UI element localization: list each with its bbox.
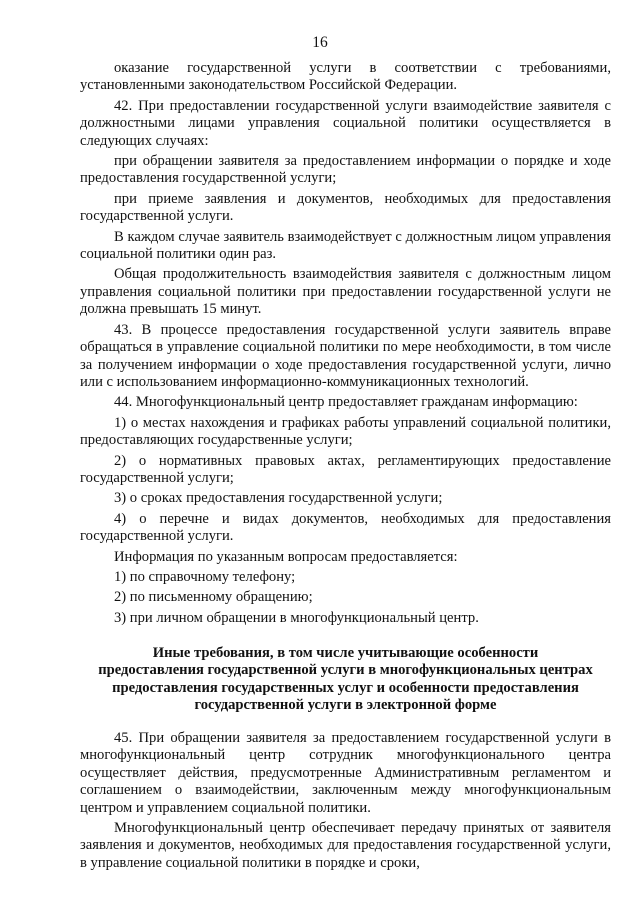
paragraph: при приеме заявления и документов, необходимых для предоставления государственной услуги. [80, 190, 611, 225]
paragraph: 42. При предоставлении государственной услуги взаимодействие заявителя с должностными лицами управления социальной политики осуществляется в следующих случаях: [80, 97, 611, 149]
paragraph: 1) по справочному телефону; [114, 568, 296, 585]
heading-line: предоставления государственной услуги в многофункциональных центрах [98, 662, 593, 679]
paragraph: оказание государственной услуги в соответствии с требованиями, установленными законодательством Российской Федерации. [80, 60, 611, 94]
page-number: 16 [312, 34, 328, 51]
paragraph: Общая продолжительность взаимодействия заявителя с должностным лицом управления социальной политики при предоставлении государственной услуги не должна превышать 15 минут. [80, 266, 611, 318]
paragraph: 3) о сроках предоставления государственной услуги; [114, 490, 443, 507]
paragraph: Многофункциональный центр обеспечивает передачу принятых от заявителя заявления и документов, необходимых для предоставления государственной услуги, в управление социальной политики в порядке и сроки, [80, 820, 611, 871]
paragraph: 43. В процессе предоставления государственной услуги заявитель вправе обращаться в управление социальной политики по мере необходимости, в том числе за получением информации о ходе предоставления государственной услуги, лично или с использованием информационно-коммуникационных технологий. [80, 321, 611, 390]
section-heading [80, 645, 611, 714]
paragraph: 4) о перечне и видах документов, необходимых для предоставления государственной услуги. [80, 510, 611, 545]
document-body [80, 60, 611, 875]
paragraph: 2) о нормативных правовых актах, регламентирующих предоставление государственной услуги; [80, 452, 611, 486]
paragraph: 45. При обращении заявителя за предоставлением государственной услуги в многофункциональный центр сотрудник многофункционального центра осуществляет действия, предусмотренные Административным регламентом и соглашением о взаимодействии, заключенным между многофункциональным центром и управлением социальной политики. [80, 730, 611, 816]
heading-line: предоставления государственных услуг и особенности предоставления [112, 679, 579, 696]
heading-line: государственной услуги в электронной форме [194, 696, 497, 713]
paragraph: 2) по письменному обращению; [114, 589, 313, 606]
paragraph: В каждом случае заявитель взаимодействует с должностным лицом управления социальной политики один раз. [80, 228, 611, 263]
paragraphs-top [80, 60, 611, 627]
paragraph: 44. Многофункциональный центр предоставляет гражданам информацию: [114, 394, 578, 411]
paragraphs-bottom [80, 730, 611, 872]
paragraph: Информация по указанным вопросам предоставляется: [114, 548, 458, 565]
paragraph: при обращении заявителя за предоставлением информации о порядке и ходе предоставления государственной услуги; [80, 153, 611, 187]
heading-line: Иные требования, в том числе учитывающие особенности [152, 645, 539, 662]
paragraph: 3) при личном обращении в многофункциональный центр. [114, 609, 479, 626]
paragraph: 1) о местах нахождения и графиках работы управлений социальной политики, предоставляющих государственные услуги; [80, 414, 611, 449]
